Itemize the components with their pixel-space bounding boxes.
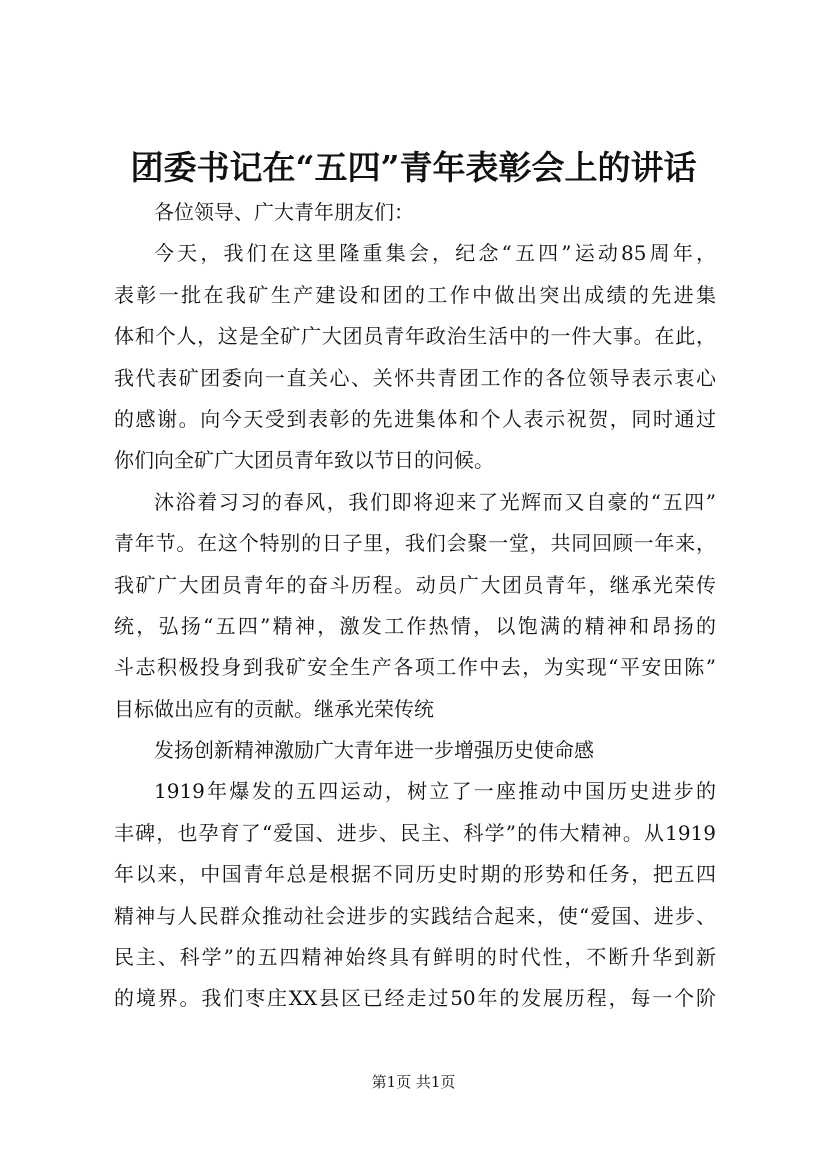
body-line: 目标做出应有的贡献。继承光荣传统: [114, 696, 434, 721]
body-line: 我代表矿团委向一直关心、关怀共青团工作的各位领导表示衷心: [114, 365, 716, 390]
section-heading-line: 发扬创新精神激励广大青年进一步增强历史使命感: [154, 738, 594, 763]
body-line: 斗志积极投身到我矿安全生产各项工作中去，为实现“平安田陈”: [114, 655, 716, 680]
page-number-footer: 第1页 共1页: [371, 1073, 456, 1091]
body-line: 青年节。在这个特别的日子里，我们会聚一堂，共同回顾一年来，: [114, 531, 716, 556]
body-line: 体和个人，这是全矿广大团员青年政治生活中的一件大事。在此，: [114, 324, 716, 349]
body-line: 丰碑，也孕育了“爱国、进步、民主、科学”的伟大精神。从1919: [114, 820, 716, 845]
body-line: 你们向全矿广大团员青年致以节日的问候。: [114, 448, 494, 473]
salutation-line: 各位领导、广大青年朋友们：: [154, 200, 414, 224]
body-line: 我矿广大团员青年的奋斗历程。动员广大团员青年，继承光荣传: [114, 572, 716, 597]
document-title: 团委书记在“五四”青年表彰会上的讲话: [130, 148, 697, 187]
body-line: 的感谢。向今天受到表彰的先进集体和个人表示祝贺，同时通过: [114, 406, 716, 431]
body-line: 1919年爆发的五四运动，树立了一座推动中国历史进步的: [154, 779, 716, 804]
body-line: 年以来，中国青年总是根据不同历史时期的形势和任务，把五四: [114, 862, 716, 887]
body-line: 沐浴着习习的春风，我们即将迎来了光辉而又自豪的“五四”: [154, 489, 716, 514]
body-line: 表彰一批在我矿生产建设和团的工作中做出突出成绩的先进集: [114, 282, 716, 307]
body-line: 统，弘扬“五四”精神，激发工作热情，以饱满的精神和昂扬的: [114, 613, 716, 638]
body-line: 精神与人民群众推动社会进步的实践结合起来，使“爱国、进步、: [114, 903, 716, 928]
body-line: 的境界。我们枣庄XX县区已经走过50年的发展历程，每一个阶: [114, 986, 716, 1011]
body-line: 民主、科学”的五四精神始终具有鲜明的时代性，不断升华到新: [114, 945, 716, 970]
body-line: 今天，我们在这里隆重集会，纪念“五四”运动85周年，: [154, 241, 716, 266]
document-body: [114, 192, 716, 1020]
